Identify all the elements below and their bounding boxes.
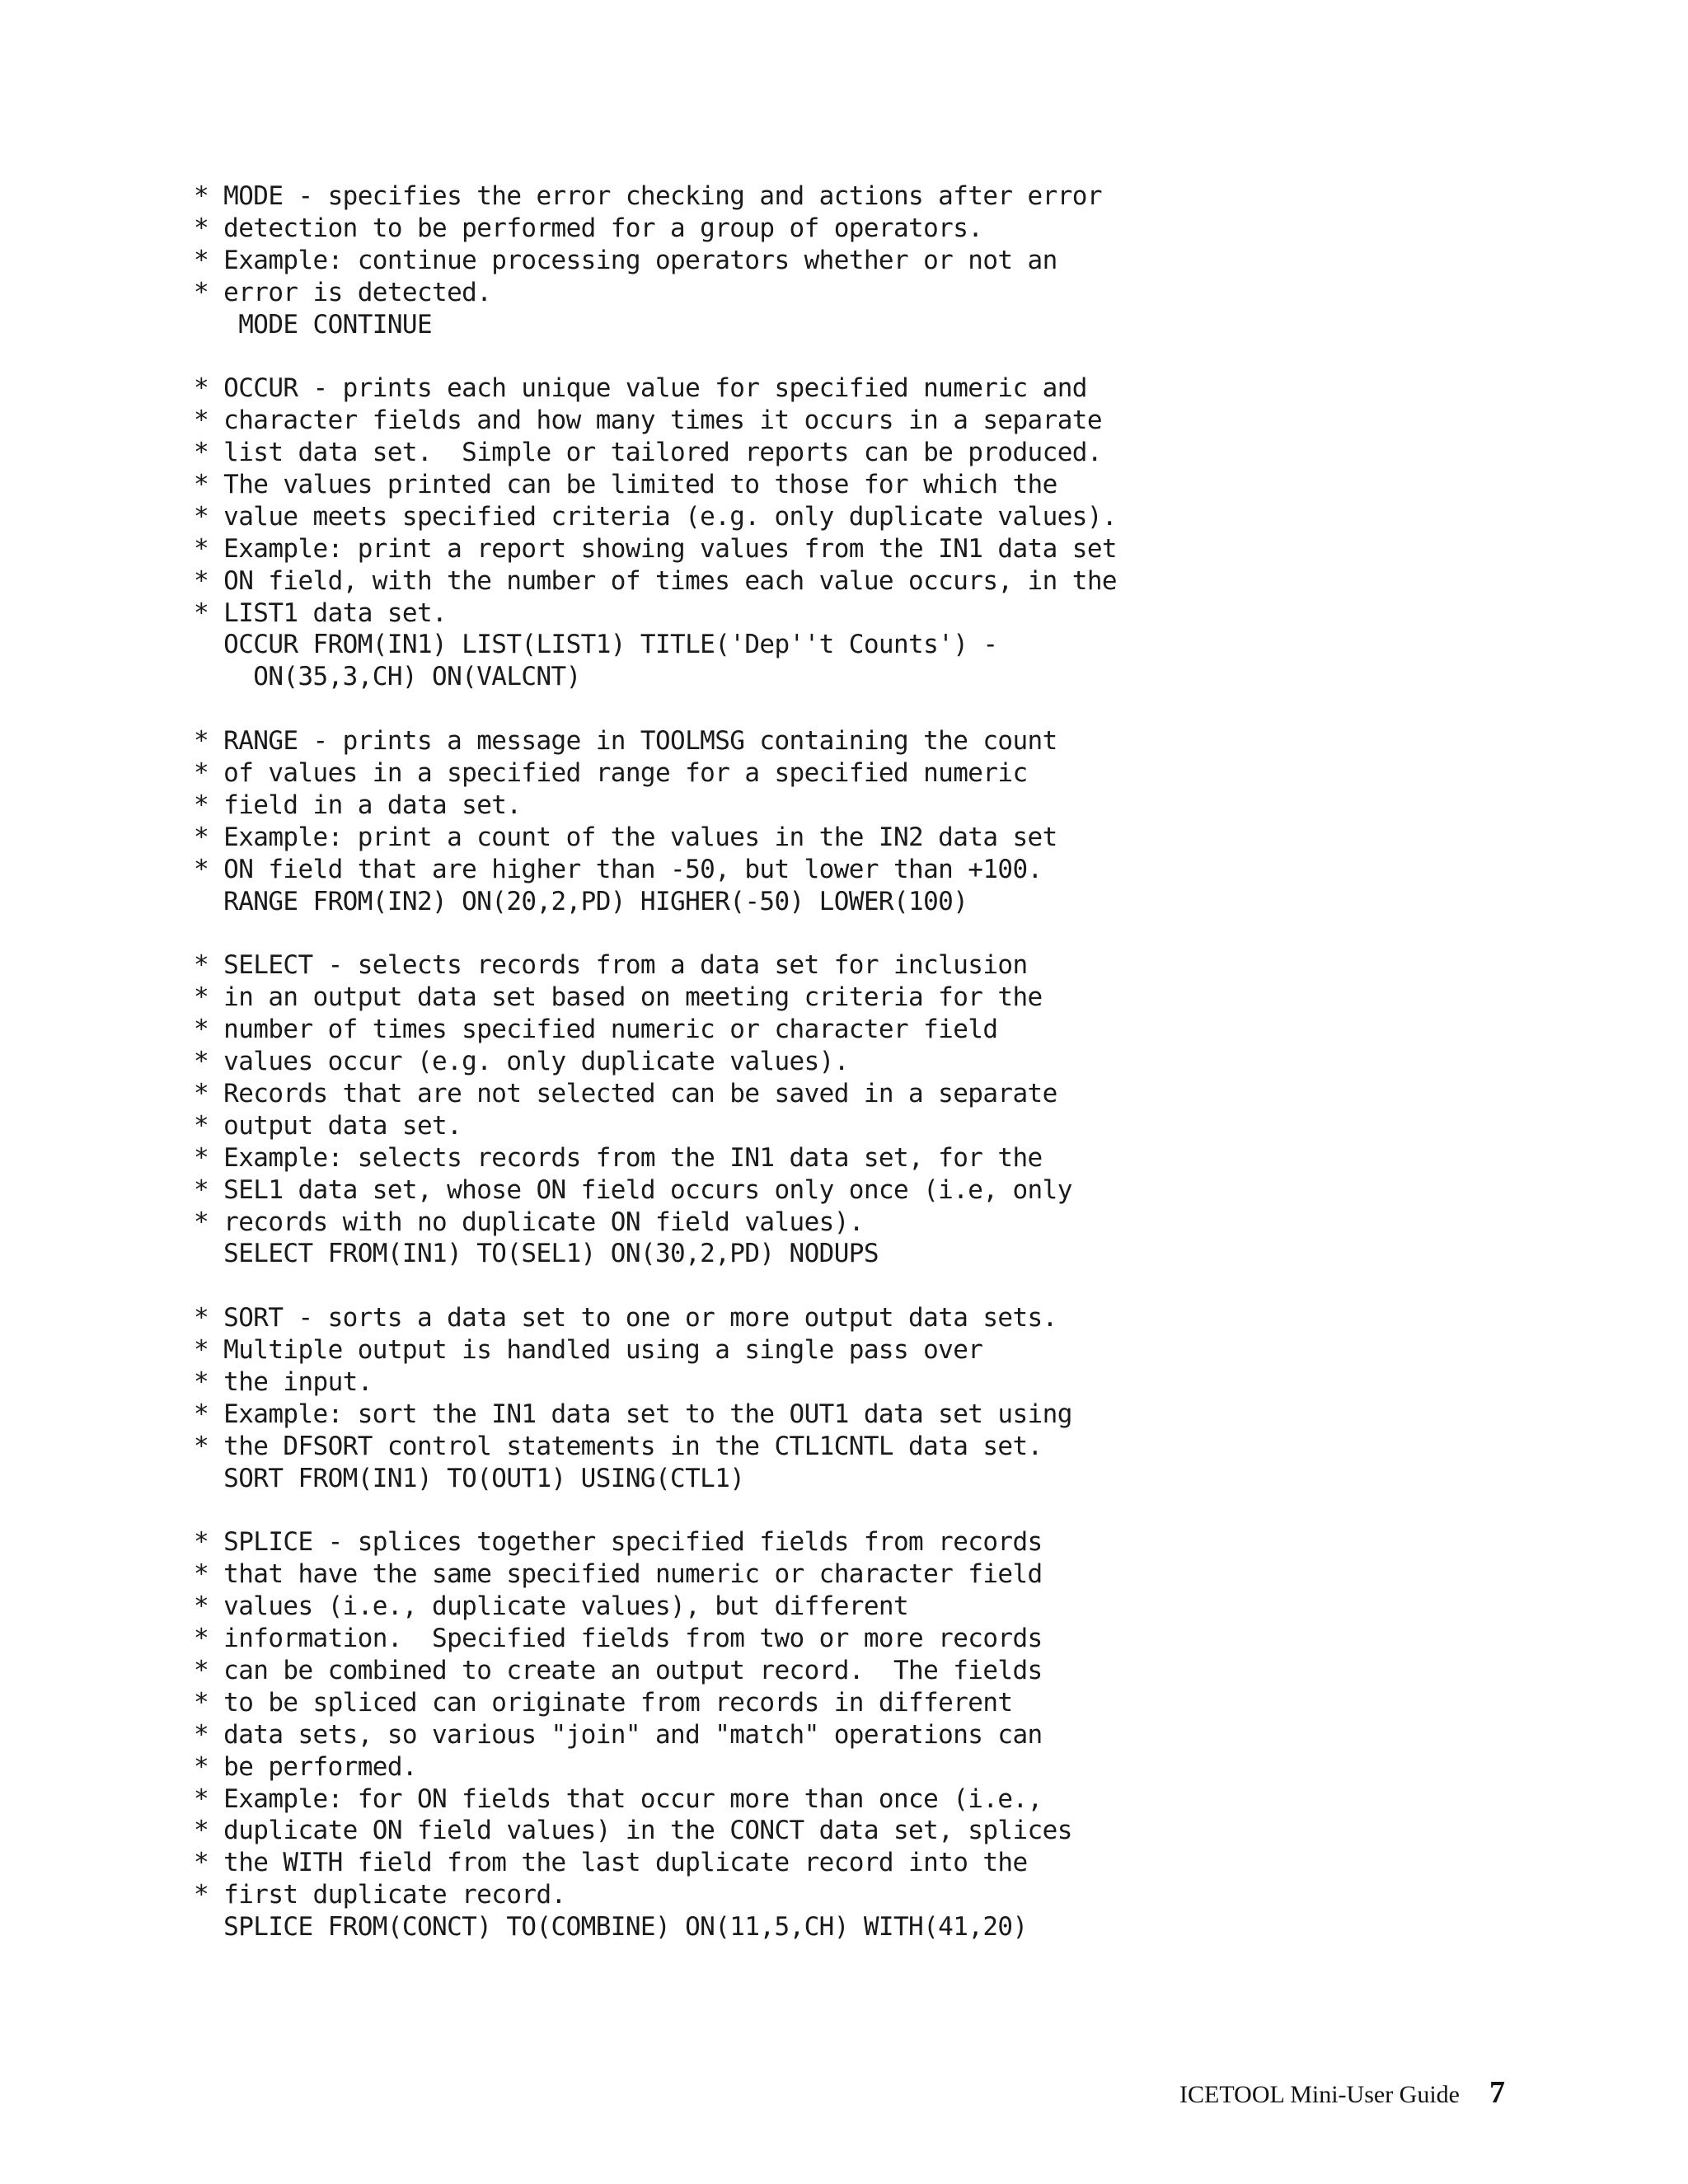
page-footer [1179, 2074, 1505, 2111]
page-number: 7 [1489, 2075, 1505, 2110]
code-line: MODE CONTINUE [194, 309, 433, 340]
code-line: * Example: print a report showing values from the IN1 data set [194, 533, 1117, 564]
code-line: * detection to be performed for a group of operators. [194, 213, 983, 243]
code-line: * first duplicate record. [194, 1880, 566, 1910]
code-line: * to be spliced can originate from records in different [194, 1687, 1013, 1718]
code-line: * SPLICE - splices together specified fields from records [194, 1527, 1043, 1558]
code-line: ON(35,3,CH) ON(VALCNT) [194, 662, 581, 692]
code-line: * SORT - sorts a data set to one or more output data sets. [194, 1303, 1057, 1333]
code-line: * information. Specified fields from two or more records [194, 1624, 1043, 1654]
code-line: SPLICE FROM(CONCT) TO(COMBINE) ON(11,5,CH) WITH(41,20) [194, 1912, 1028, 1943]
code-line: * Example: for ON fields that occur more than once (i.e., [194, 1783, 1043, 1814]
code-line: * the input. [194, 1366, 373, 1397]
code-line: * the WITH field from the last duplicate record into the [194, 1848, 1028, 1878]
code-line: * Example: print a count of the values in the IN2 data set [194, 822, 1057, 852]
code-line: * records with no duplicate ON field values). [194, 1207, 864, 1237]
code-line: * output data set. [194, 1110, 462, 1141]
code-line: * RANGE - prints a message in TOOLMSG containing the count [194, 726, 1057, 757]
code-line: * values (i.e., duplicate values), but different [194, 1591, 909, 1622]
code-line: * character fields and how many times it occurs in a separate [194, 405, 1102, 436]
code-line: * Multiple output is handled using a single pass over [194, 1335, 983, 1366]
code-line: SELECT FROM(IN1) TO(SEL1) ON(30,2,PD) NODUPS [194, 1239, 879, 1269]
code-line: SORT FROM(IN1) TO(OUT1) USING(CTL1) [194, 1463, 745, 1493]
code-line: * Records that are not selected can be saved in a separate [194, 1078, 1057, 1108]
code-line: * Example: sort the IN1 data set to the OUT1 data set using [194, 1399, 1072, 1429]
code-line: * be performed. [194, 1751, 417, 1782]
code-line: * list data set. Simple or tailored reports can be produced. [194, 438, 1102, 468]
code-line: * ON field that are higher than -50, but lower than +100. [194, 854, 1043, 884]
code-line: * that have the same specified numeric or character field [194, 1559, 1043, 1590]
blank-line [194, 1495, 1117, 1527]
code-line: * in an output data set based on meeting criteria for the [194, 982, 1043, 1013]
code-listing [194, 180, 1117, 1943]
code-line: * data sets, so various "join" and "match" operations can [194, 1719, 1043, 1750]
code-line: * field in a data set. [194, 790, 522, 820]
code-line: * OCCUR - prints each unique value for specified numeric and [194, 373, 1087, 404]
code-line: RANGE FROM(IN2) ON(20,2,PD) HIGHER(-50) LOWER(100) [194, 886, 968, 916]
code-line: * The values printed can be limited to those for which the [194, 470, 1057, 500]
code-line: * error is detected. [194, 277, 492, 307]
code-line: OCCUR FROM(IN1) LIST(LIST1) TITLE('Dep''t Counts') - [194, 630, 998, 660]
code-line: * LIST1 data set. [194, 598, 448, 628]
code-line: * duplicate ON field values) in the CONCT data set, splices [194, 1816, 1072, 1846]
blank-line [194, 693, 1117, 725]
code-line: * the DFSORT control statements in the CTL1CNTL data set. [194, 1431, 1043, 1461]
blank-line [194, 1270, 1117, 1302]
code-line: * SELECT - selects records from a data set for inclusion [194, 950, 1028, 981]
code-line: * Example: continue processing operators whether or not an [194, 245, 1057, 275]
code-line: * ON field, with the number of times each value occurs, in the [194, 565, 1117, 596]
code-line: * of values in a specified range for a specified numeric [194, 758, 1028, 789]
code-line: * MODE - specifies the error checking and actions after error [194, 181, 1102, 211]
blank-line [194, 917, 1117, 949]
code-line: * can be combined to create an output record. The fields [194, 1655, 1043, 1685]
code-line: * values occur (e.g. only duplicate values). [194, 1047, 849, 1077]
code-line: * number of times specified numeric or character field [194, 1015, 998, 1045]
code-line: * SEL1 data set, whose ON field occurs only once (i.e, only [194, 1174, 1072, 1205]
blank-line [194, 340, 1117, 373]
code-line: * Example: selects records from the IN1 data set, for the [194, 1142, 1043, 1173]
code-line: * value meets specified criteria (e.g. only duplicate values). [194, 501, 1117, 532]
footer-title: ICETOOL Mini-User Guide [1179, 2081, 1460, 2108]
